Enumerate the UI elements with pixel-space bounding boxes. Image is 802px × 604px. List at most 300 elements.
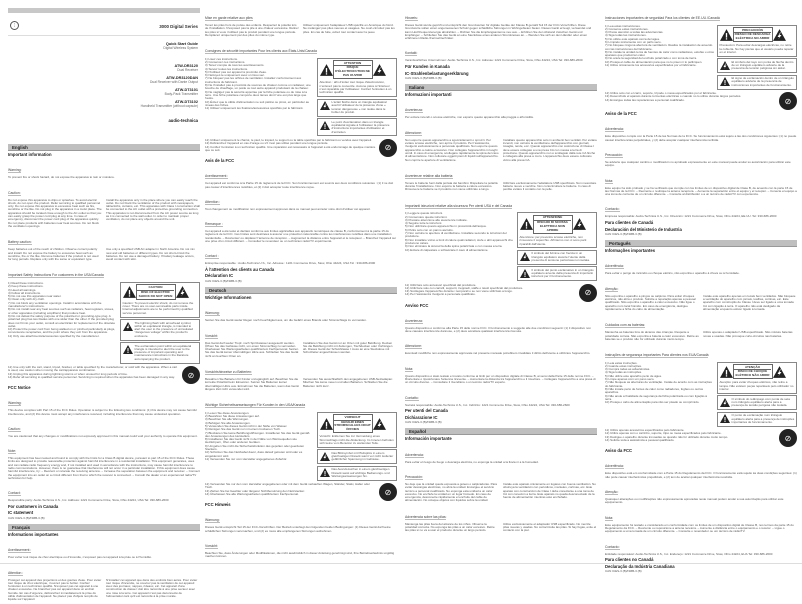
safety-list-item: 3) Preste atención a todas las advertencias. <box>605 30 664 35</box>
caution-boxes <box>717 362 797 429</box>
caution-title <box>733 27 773 42</box>
paragraph: Dieses Gerät wurde geprüft und entspricht den Grenzwerten für digitale Geräte der Klasse B gemäß Teil 15 der FCC-Vorschriften. Diese Grenzwerte sollen einen angemessenen Schutz gegen schädliche Störungen in Wohngebieten bieten. Dieses Gerät erzeugt, verwendet und kann Hochfrequenzenergie abstrahlen. – Richten Sie die Empfangsantenne neu aus. – Erhöhen Sie den Abstand zwischen Gerät und Empfänger. – Schließen Sie das Gerät an eine Steckdose eines anderen Stromkreises an. – Wenden Sie sich an den Händler oder einen erfahrenen Radio-/Fernsehtechniker. <box>405 23 592 41</box>
safety-list-item: 3) Prestare attenzione alle avvertenze indicate. <box>405 217 468 222</box>
cart-tip-over-warning-icon: ⊘ <box>779 92 797 110</box>
section-heading: Avis de la FCC <box>205 157 235 163</box>
safety-list-item: 6) Reinigen Sie das Gerät nur mit einem trockenen Tuch. <box>205 427 281 432</box>
lightning-symbol-text: Il simbolo del fulmine con freccia in un triangolo equilatero avverte l'utente della presenza di tensione pericolosa non isolata. <box>531 251 590 262</box>
subheading: Precaución: <box>605 152 623 157</box>
safety-list-item: 12) Utilice solo con el carro, soporte, trípode o mesa especificados por el fabricante. <box>605 91 717 96</box>
safety-list-item: 2) Bewahren Sie diese Anweisungen auf. <box>205 414 260 419</box>
lightning-warning-icon <box>720 398 730 407</box>
paragraph-left: Keep batteries out of the reach of children. Observe correct polarity and install. Do not expose the battery to excessive heat such as sunshine, fire or the like. Remove batteries if the product is not used for long periods. Replace only with the same or equivalent type. <box>8 247 99 262</box>
section-heading: Informações importantes <box>605 248 656 254</box>
safety-list-item: 4) Befolgen Sie alle Anweisungen. <box>205 420 251 425</box>
caution-text: Vorsicht: Entfernen Sie zur Vermeidung eines Stromschlags nicht die Abdeckung. Im Inneren befinden sich keine vom Benutzer zu wartenden Teile. <box>319 434 394 446</box>
subheading-row <box>405 386 597 404</box>
safety-list-item: 8) Installieren Sie das Gerät nicht in der Nähe von Wärmequellen wie Heizkörpern, Öfen oder anderen Geräten. <box>205 437 297 445</box>
paragraph: Dieses Gerät entspricht Teil 15 der FCC-Vorschriften. Der Betrieb unterliegt den folgenden beiden Bedingungen: (1) Dieses Gerät darf keine schädlichen Störungen verursachen, und (2) es muss alle empfangenen Störungen aufnehmen. <box>205 525 391 533</box>
safety-list-item: 14) Solicite toda a assistência a pessoal qualificado. <box>605 438 675 443</box>
paragraph-left: Protégez cet appareil des projections et des gouttes d'eau. Pour éviter tout risque de choc électrique, n'ouvrez pas le boîtier. Confiez l'entretien à un technicien qualifié. N'exposez pas cet appareil à une chaleur excessive. Ne branchez pas cet appareil dans un endroit humide. En cas d'urgence, débranchez immédiatement la prise du câble d'alimentation de l'appareil. Ne placez pas d'objets remplis de liquide sur l'appareil. <box>8 577 102 602</box>
subheading-row <box>405 309 597 327</box>
safety-list-item: 3) Cumpra todas as advertências. <box>605 367 651 372</box>
safety-list-item: 3) Tenez compte de tous les avertissements. <box>205 63 265 68</box>
paragraph-left: No deje que la unidad quede expuesta a goteos o salpicaduras. Para evitar descargas eléctricas, no abra la unidad. Encargue el servicio técnico a personal cualificado. No exponga esta unidad a un calor excesivo. No enchufe la unidad en un lugar húmedo. En caso de emergencia, desconecte rápidamente el enchufe del cable de alimentación. No coloque objetos con líquidos sobre la unidad. <box>405 481 497 503</box>
column-2-content <box>205 6 397 559</box>
safety-list-item: 11) Utilisez uniquement les fixations/accessoires spécifiés par le fabricant. <box>205 106 304 111</box>
safety-list-item: 2) Keep these instructions. <box>8 284 44 289</box>
caution-text: Attenzione: per prevenire scosse elettriche, non rimuovere il coperchio. All'interno non vi sono parti riparabili dall'utente. <box>519 234 587 246</box>
lightning-symbol-box <box>317 449 397 464</box>
caution-subtitle: GEFAHR EINES STROMSCHLAGS NICHT ÖFFNEN <box>334 419 371 432</box>
caution-title <box>136 284 176 299</box>
subheading: Vorsichtshinweise zu Batterien: <box>205 370 252 375</box>
safety-list-item: 1) Read these instructions. <box>8 280 44 285</box>
safety-list-item: 9) Non eliminare la sicurezza della spina polarizzata o con messa a terra. <box>405 244 503 249</box>
safety-list-item: 9) Umgehen Sie nicht die Sicherheitsfunktion des gepolten oder geerdeten Steckers. <box>205 443 305 452</box>
section-heading: Informations importantes <box>8 531 59 537</box>
subheading-row <box>605 313 797 331</box>
safety-list-item: 13) Ziehen Sie bei Gewitter oder längerer Nichtbenutzung den Netzstecker. <box>205 488 305 493</box>
safety-list <box>605 362 714 429</box>
subheading: Warnung: <box>205 311 220 316</box>
caution-title-text: ATENÇÃO <box>744 364 761 369</box>
subheading-row <box>205 301 397 319</box>
subheading-row <box>205 6 397 24</box>
paragraph: Questo dispositivo è stato testato e trovato conforme ai limiti per un dispositivo digitale di Classe B, ai sensi della Parte 15 delle norme FCC. – Riorientare o riposizionare l'antenna ricevente. – Aumentare la distanza tra l'apparecchio e il ricevitore. – Collegare l'apparecchio a una presa di un circuito diverso. – Consultare il rivenditore o un tecnico radio/TV esperto. <box>405 373 596 385</box>
subheading: Note: <box>8 449 17 454</box>
exclamation-symbol-box <box>120 342 200 363</box>
subheading-row <box>205 212 397 230</box>
caution-boxes <box>517 212 597 282</box>
safety-list-item: 14) Überlassen Sie alle Wartungsarbeiten qualifiziertem Fachpersonal. <box>205 492 299 497</box>
paragraph: Eventuali modifiche non espressamente approvate nel presente manuale potrebbero invalidare il diritto dell'utente a utilizzare l'apparecchio. <box>405 351 591 356</box>
subheading: Importanti istruzioni relative alla sicurezza Per utenti USA e del Canada <box>405 203 513 208</box>
subheading: Atenção: <box>605 286 619 291</box>
lightning-warning-icon <box>320 101 330 110</box>
subheading-row <box>405 443 597 461</box>
section-heading: Déclaration IC <box>205 273 234 279</box>
subheading-row <box>205 393 397 411</box>
safety-list-item: 4) Siga todas las instrucciones. <box>605 33 647 38</box>
column-2 <box>205 6 397 560</box>
safety-list-item: 11) Utilizzare solo accessori specificati dal produttore. <box>405 282 477 287</box>
paragraph: Setzen Sie das Gerät weder Regen noch Feuchtigkeit aus, um die Gefahr eines Brands oder Stromschlags zu vermeiden. <box>205 318 367 323</box>
subheading-row <box>405 121 597 139</box>
subheading: Contacto: <box>605 207 620 212</box>
paragraph: Per evitare incendi o scosse elettriche, non esporre questo apparecchio alla pioggia o all'umidità. <box>405 115 534 120</box>
exclamation-symbol-text: El signo de exclamación dentro de un triángulo equilátero advierte de la presencia de instrucciones importantes de funcionamiento. <box>731 76 794 87</box>
page-bottom-rule <box>0 563 802 564</box>
subheading-row <box>405 164 597 182</box>
exclamation-warning-icon <box>123 345 133 354</box>
subheading: Precaución: <box>405 474 423 479</box>
lightning-warning-icon <box>520 252 530 261</box>
safety-list-item: 13) Unplug this apparatus during lightning storms or when unused for long periods of time. <box>8 371 128 376</box>
safety-list-item: 1) Lea estas instrucciones. <box>605 23 641 28</box>
caution-boxes <box>317 58 397 138</box>
safety-list <box>205 58 314 138</box>
paragraph: CAN ICES-3 (B)/NMB-3 (B) <box>605 231 642 236</box>
caution-title-text: PRECAUCIÓN <box>742 27 763 32</box>
subheading: Consignes de sécurité importantes Pour les clients aux États-Unis/Canada <box>205 49 317 54</box>
section-heading: Aviso de la FCC <box>605 111 637 117</box>
section-heading: Für Kunden in Kanada <box>405 63 450 69</box>
safety-instructions <box>205 412 397 482</box>
subheading-row <box>605 535 797 553</box>
caution-title <box>333 60 373 79</box>
paragraph-right: Utilisez uniquement l'adaptateur USB spécifié en Amérique du Nord. Ne mélangez pas piles neuves et usagées. Ne court-circuitez pas les piles. En cas de fuite, évitez tout contact avec la peau. <box>303 23 395 34</box>
subheading: Vorsicht: <box>205 544 219 549</box>
safety-list-item: 8) Ne l'installez pas à proximité de sources de chaleur comme un radiateur, une bouche de chauffage, un poêle ou tout autre appareil produisant de la chaleur. <box>205 83 311 91</box>
subheading-row <box>8 439 200 457</box>
subheading: Attenzione: <box>405 130 422 135</box>
caution-title-text: ATTENZIONE <box>542 215 563 220</box>
lightning-symbol-text: Das Blitzsymbol mit Pfeilspitze in einem gleichseitigen Dreieck warnt vor nicht isolierter gefährlicher Spannung im Gehäuse. <box>331 450 394 462</box>
product-1 <box>175 64 198 72</box>
section-heading: FCC Notice <box>8 385 31 390</box>
product-model: ATW-DT3101 <box>174 88 198 92</box>
lightning-symbol-text: O símbolo do relâmpago com ponta de seta num triângulo equilátero alerta para a presença de tensão perigosa não isolada. <box>731 396 790 408</box>
section-heading: Información importante <box>405 436 452 442</box>
safety-list-item: 3) Heed all warnings. <box>8 287 37 292</box>
safety-list-item: 9) No anule la seguridad del enchufe polarizado o con toma de tierra. <box>605 56 698 61</box>
warning-triangle-icon <box>720 366 733 378</box>
subheading: Avvertenze relative alla batteria: <box>405 173 454 178</box>
subheading-row <box>405 41 597 59</box>
paragraph: Entidade responsável: Audio-Technica U.S., Inc. Endereço: 1221 Commerce Drive, Stow, Ohio 44224, EUA Tel: 330-686-2600 <box>605 551 773 556</box>
safety-instructions <box>605 25 797 92</box>
safety-list <box>8 366 179 384</box>
paragraph: CAN ICES-3 (B)/NMB-3 (B) <box>8 515 45 520</box>
paragraph: Questo dispositivo è conforme alla Parte 15 delle norme FCC. Il funzionamento è soggetto alle due condizioni seguenti: (1) il dispositivo non deve causare interferenze dannose, e (2) deve accettare qualsiasi interferenza ricevuta. <box>405 325 591 334</box>
safety-list <box>205 412 314 482</box>
subheading: Advertencia: <box>405 452 424 457</box>
product-model: ATW-DT3102 <box>174 100 198 104</box>
safety-list-item: 1) Lisez ces instructions. <box>205 56 238 61</box>
subheading-row <box>405 357 597 375</box>
exclamation-symbol-text: Il simbolo del punto esclamativo in un triangolo equilatero avverte della presenza di importanti istruzioni per il funzionamento. <box>531 267 594 279</box>
paragraph: You are cautioned that any changes or modifications not expressly approved in this manual could void your authority to operate this equipment. <box>8 433 198 438</box>
language-section-header: Italiano <box>405 84 597 91</box>
paragraph: Entreprise responsable : Audio-Technica U.S., Inc. Adresse : 1221 Commerce Drive, Stow, Ohio 44224, USA Tél : 330-686-2600 <box>205 261 376 266</box>
safety-list-item: 12) Verwenden Sie nur den vom Hersteller angegebenen oder mit dem Gerät verkauften Wagen, Ständer, Stativ, Halter oder Tisch. <box>205 482 370 490</box>
safety-list-item: 2) Conservare queste istruzioni. <box>405 214 448 219</box>
paragraph-right: N'installez cet appareil que dans des endroits bien aérés. Pour éviter tout risque d'incendie, ne couvrez pas la ventilation de cet appareil avec des journaux, nappes, rideaux, etc. Cet appareil d'une construction de classe I doit être raccordé à une prise secteur avec une mise à la terre. Cet appareil n'est pas déconnecté de l'alimentation tant qu'il est raccordé à la prise murale. <box>106 577 198 599</box>
paragraph-right: Utilice exclusivamente el adaptador USB especificado. No mezcle pilas nuevas y usadas. No cortocircuite las pilas. Si hay fugas, evite el contacto con la piel. <box>503 521 597 533</box>
two-column-text <box>405 139 597 163</box>
safety-list-item: 1) Leggere queste istruzioni. <box>405 211 443 216</box>
safety-list-item: 5) No utilice este aparato cerca del agua. <box>605 36 660 41</box>
caution-text: Precaución: Para evitar descargas eléctricas, no retire la cubierta. No hay piezas que el usuario pueda reparar en el interior. <box>719 43 794 54</box>
section-heading: IC statement <box>8 510 34 516</box>
safety-list-item: 7) Do not block any ventilation openings. Install in accordance with the manufacturer's instructions. <box>8 300 102 309</box>
safety-list-item: 8) No instale la unidad cerca de fuentes de calor como radiadores, estufas u otros aparatos que produzcan calor. <box>605 49 714 58</box>
caution-header <box>320 414 386 433</box>
exclamation-symbol-box <box>517 266 597 281</box>
safety-list-item: 12) Use only with the cart, stand, tripod, bracket, or table specified by the manufacturer, or sold with the apparatus. When a cart is used, use caution when moving the cart/apparatus combination. <box>8 365 178 373</box>
safety-instructions <box>605 362 797 429</box>
language-section-header: Português <box>605 240 797 247</box>
safety-list-item: 7) Non ostruire le aperture di ventilazione. Installare secondo le istruzioni del produttore. <box>405 231 507 239</box>
caution-box <box>317 412 397 448</box>
safety-list-item: 12) Utilize apenas com o carrinho, suporte, tripé ou mesa especificados pelo fabricante. <box>605 431 722 436</box>
safety-list-item: 5) Do not use this apparatus near water. <box>8 294 62 299</box>
safety-list-continued <box>8 366 200 384</box>
safety-list-item: 6) Clean only with dry cloth. <box>8 297 45 302</box>
subheading: Avertissement : <box>205 174 229 179</box>
cart-tip-over-warning-icon: ⊘ <box>579 284 597 302</box>
paragraph: Se advierte que cualquier cambio o modificación no aprobado expresamente en este manual puede anular su autorización para utilizar este equipo. <box>605 159 791 168</box>
paragraph: Responsible party: Audio-Technica U.S., Inc. Address: 1221 Commerce Drive, Stow, Ohio 44224, USA Tel: 330-686-2600 <box>8 498 169 503</box>
safety-list-item: 13) Desenchufe el aparato durante tormentas eléctricas o cuando no lo utilice durante largos periodos. <box>605 94 742 99</box>
safety-list-item: 9) Não anule a finalidade de segurança da ficha polarizada ou com ligação à terra. <box>605 393 707 401</box>
safety-list-item: 11) Verwenden Sie nur vom Hersteller angegebenes Zubehör. <box>205 456 288 461</box>
subheading-row <box>405 98 597 116</box>
safety-list-item: 6) Límpielo únicamente con un paño seco. <box>605 39 662 44</box>
lightning-symbol-text: El símbolo del rayo con punta de flecha dentro de un triángulo equilátero advierte de la presencia de tensión peligrosa sin aislar. <box>731 59 794 71</box>
cart-tip-over-warning-icon: ⊘ <box>379 139 397 157</box>
paragraph: Este dispositivo cumple con la Parte 15 de las Normas de la FCC. Su funcionamiento está sujeto a las dos condiciones siguientes: (1) no puede causar interferencias perjudiciales, y (2) debe aceptar cualquier interferencia recibida. <box>605 134 797 142</box>
cover-header <box>8 8 200 140</box>
subheading-row <box>405 465 597 483</box>
lightning-warning-icon <box>176 286 189 298</box>
paragraph-left: Do not expose this apparatus to drips or splashes. To avoid electric shock, do not open the product. Refer servicing to qualified personnel only. Do not expose this apparatus to excessive heat such as fire, sunshine or the like. Do not plug in the apparatus in a moist place. The apparatus should be located close enough to the AC outlet so that you can easily grasp the power cord plug at any time. In case of emergency, disconnect the power cord plug of the apparatus quickly. Do not place products with batteries near heat sources. Do not block the ventilation openings. <box>8 197 102 228</box>
subheading-row <box>605 454 797 472</box>
safety-list-continued <box>605 92 797 110</box>
safety-list <box>605 92 776 110</box>
safety-list-continued <box>205 483 397 501</box>
two-column-text <box>205 342 397 359</box>
safety-list-item: 2) Guarde estas instruções. <box>605 363 642 368</box>
exclamation-symbol-text: Das Ausrufezeichen in einem gleichseitigen Dreieck weist auf wichtige Bedienungs- und Wartungsanweisungen hin. <box>331 467 390 478</box>
product-4 <box>141 100 198 108</box>
caution-header <box>720 27 786 42</box>
section-heading: Wichtige Informationen <box>205 295 252 300</box>
subheading: Cuidados com as baterias: <box>605 323 646 328</box>
section-heading: Declaração da Indústria Canadiana <box>605 563 675 569</box>
paragraph: Empresa responsable: Audio-Technica U.S., Inc. Dirección: 1221 Commerce Drive, Stow, Ohio 44224, EE.UU. Tel: 330-686-2600 <box>605 214 777 219</box>
safety-list-item: 14) Per l'assistenza rivolgersi a personale qualificato. <box>405 292 476 297</box>
subheading-row <box>605 197 797 215</box>
two-column-text <box>405 182 597 193</box>
subheading: Attenzione: <box>405 344 422 349</box>
paragraph-left: Tenere le batterie fuori dalla portata dei bambini. Rispettare la polarità durante l'installazione. Non esporre la batteria a calore eccessivo. Rimuovere le batterie se il prodotto non viene utilizzato a lungo. <box>405 180 498 192</box>
caution-title <box>733 364 773 379</box>
exclamation-symbol-box <box>317 466 397 481</box>
paragraph: Cet appareil est conforme à la Partie 15 du règlement de la FCC. Son fonctionnement est soumis aux deux conditions suivantes : (1) il ne doit pas causer d'interférences nuisibles, et (2) il doit accepter toute interférence reçue. <box>205 181 394 189</box>
product-desc: Body-Pack Transmitter <box>164 92 198 96</box>
safety-list-item: 13) Desligue o aparelho durante trovoadas ou quando não for utilizado durante muito tempo. <box>605 434 729 439</box>
subheading-row <box>8 538 200 556</box>
paragraph-left: Bewahren Sie Batterien für Kinder unzugänglich auf. Beachten Sie die korrekte Polarität beim Einsetzen. Setzen Sie Batterien keiner übermäßigen Hitze aus. Entnehmen Sie die Batterien, wenn das Gerät längere Zeit nicht verwendet wird. <box>205 377 299 391</box>
audio-technica-logo-icon: ⫶ <box>10 21 19 30</box>
lightning-symbol-box <box>717 395 797 410</box>
caution-subtitle: RIESGO DE DESCARGA ELÉCTRICA NO ABRIR <box>734 32 771 41</box>
two-column-text <box>605 295 797 312</box>
safety-list-item: 2) Conservez ces instructions. <box>205 59 246 64</box>
subheading: Instrucciones importantes de seguridad Para los clientes de EE.UU./Canadá <box>605 16 720 20</box>
subheading: Attention : <box>8 570 24 575</box>
safety-list-item: 1) Leia estas instruções. <box>605 360 638 365</box>
subheading: Vorsicht: <box>205 333 219 338</box>
paragraph: Este equipamento foi testado e considerado em conformidade com os limites de um dispositivo digital de Classe B, nos termos da parte 15 do Regulamento da FCC. – Reoriente ou reposicione a antena recetora. – Aumente a distância entre o equipamento e o recetor. – Ligue o equipamento a uma tomada de um circuito diferente. – Consulte o revendedor ou um técnico de rádio/TV. <box>605 522 794 534</box>
subheading-row <box>405 6 597 24</box>
exclamation-symbol-text: The exclamation point within an equilateral triangle is intended to alert the user to the presence of important operating and maintenance instructions in the literature accompanying the product. <box>134 343 192 361</box>
two-column-text <box>605 331 797 342</box>
subheading-row <box>8 417 200 435</box>
exclamation-symbol-box <box>717 412 797 427</box>
safety-list-item: 1) Lesen Sie diese Anweisungen. <box>205 410 250 415</box>
caution-title <box>333 414 373 433</box>
safety-list-item: 10) Proteja el cable de alimentación para que no lo pisen ni lo pellizquen. <box>605 59 703 64</box>
safety-list-item: 11) Utilice únicamente los accesorios especificados por el fabricante. <box>605 63 697 68</box>
subheading: Advertencia: <box>605 127 624 132</box>
caution-title-text: CAUTION <box>148 284 163 289</box>
subheading-row <box>405 334 597 352</box>
safety-list-item: 11) Utilize apenas acessórios especificados pelo fabricante. <box>605 428 685 433</box>
paragraph-right: Installare questo apparecchio solo in ambienti ben ventilati. Per evitare incendi, non ostruire la ventilazione dell'apparecchio con giornali, tovaglie, tende, ecc. Questo apparecchio con costruzione di Classe I deve essere collegato a una presa CA con messa a terra di protezione. Questo apparecchio non è scollegato dalla rete CA finché è collegato alla presa a muro. L'apparecchio deve essere collocato vicino alla presa CA. <box>503 137 597 162</box>
paragraph-left: Mantenga las pilas fuera del alcance de los niños. Observe la polaridad correcta. No exponga las pilas a un calor excesivo. Retire las pilas si no va a usar el producto durante un largo periodo. <box>405 521 495 533</box>
two-column-text <box>205 24 397 38</box>
safety-list-item: 4) Suivez toutes les instructions. <box>205 66 249 71</box>
subheading-row <box>605 117 797 135</box>
subheading: Avvertenza: <box>405 318 423 323</box>
paragraph: Pour éviter tout risque de choc électrique ou d'incendie, n'exposez pas cet appareil à la pluie ou à l'humidité. <box>8 555 152 560</box>
language-section-header: Deutsch <box>205 287 397 294</box>
caution-title <box>533 215 573 234</box>
subheading: Warning: <box>8 401 22 406</box>
safety-list-item: 4) Follow all instructions. <box>8 290 41 295</box>
subheading: Instruções de segurança importantes Para clientes nos EUA/Canadá <box>605 353 709 358</box>
safety-list-item: 4) Seguire tutte le istruzioni. <box>405 221 443 226</box>
subheading-row <box>8 158 200 176</box>
lightning-symbol-text: L'éclair fléché dans un triangle équilatéral avertit l'utilisateur de la présence d'une « tension dangereuse » non isolée dans le boîtier du produit. <box>331 100 387 114</box>
subheading-row <box>205 534 397 552</box>
divider <box>8 35 200 36</box>
subheading-row <box>605 143 797 161</box>
paragraph: Beachten Sie, dass Änderungen oder Modifikationen, die nicht ausdrücklich in dieser Anleitung genehmigt sind, Ihre Betriebserlaubnis ungültig machen können. <box>205 551 395 559</box>
subheading: Nota: <box>605 515 614 520</box>
subheading: Contatto: <box>405 395 419 400</box>
safety-list <box>205 483 376 501</box>
safety-list-item: 14) Confiez l'entretien à un technicien qualifié. Une réparation est nécessaire si l'appareil a été endommagé de quelque manière que ce soit. <box>205 144 376 152</box>
safety-list-item: 5) Non utilizzare questo apparecchio in prossimità dell'acqua. <box>405 224 487 229</box>
caution-text: Caution: To prevent electric shock, do not remove the cover. There are no user-serviceable parts inside. Internal adjustments are to be performed by qualified service personnel. <box>122 300 194 315</box>
safety-instructions <box>405 212 597 282</box>
safety-list-item: 8) Não instale perto de fontes de calor como radiadores, fogões ou outros aparelhos. <box>605 386 704 395</box>
warning-triangle-icon <box>320 418 333 430</box>
subheading: Mise en garde relative aux piles <box>205 16 253 20</box>
safety-instructions <box>205 58 397 138</box>
caution-box <box>120 282 200 318</box>
safety-list-item: 14) Encargue todas las reparaciones a personal cualificado. <box>605 97 685 102</box>
subheading: Important Safety Instructions For customers in the USA/Canada <box>8 273 104 278</box>
product-desc: Dual Receiver with Dante Output <box>149 80 198 84</box>
product-3 <box>165 88 198 96</box>
safety-list-item: 8) Non installare vicino a fonti di calore quali radiatori, stufe o altri apparecchi che producono calore. <box>405 237 513 245</box>
subheading-row <box>405 194 597 212</box>
safety-list-item: 10) Évitez que le câble d'alimentation ne soit piétiné ou pincé, en particulier au niveau des fiches. <box>205 99 310 107</box>
safety-list <box>605 429 776 447</box>
subheading: Warning: <box>8 168 22 173</box>
section-heading: Para clientes de Canadá <box>605 219 654 225</box>
subheading-row <box>8 391 200 409</box>
section-heading: For customers in Canada <box>8 503 59 509</box>
section-heading: Informazioni importanti <box>405 92 452 98</box>
language-section-header: English <box>8 144 200 151</box>
safety-list-item: 9) Do not defeat the safety purpose of the polarized or grounding-type plug. A polarized plug has two blades with one wider than the other. If the provided plug does not fit into your outlet, consult an electrician for replacement of the obsolete outlet. <box>8 313 116 328</box>
subheading: Avvertenza: <box>405 108 423 113</box>
subheading: Attention : <box>205 199 221 204</box>
safety-list <box>405 212 514 282</box>
section-heading: Para clientes no Canadá <box>605 556 654 562</box>
safety-list-item: 10) Proteja o cabo de alimentação para não ser pisado ou comprimido. <box>605 400 700 405</box>
column-3-content <box>405 6 597 534</box>
safety-list-item: 10) Schützen Sie das Netzkabel davor, dass darauf getreten wird oder es eingeklemmt wird. <box>205 450 303 458</box>
brand-wordmark: audio-technica <box>168 118 198 123</box>
paragraph-right: Utilize apenas o adaptador USB especificado. Não misture baterias novas e usadas. Não provoque curto-circuitos nas baterias. <box>703 330 793 338</box>
subheading-row <box>605 480 797 498</box>
safety-list-item: 7) No bloquee ninguna abertura de ventilación. Realice la instalación de acuerdo con las instrucciones del fabricante. <box>605 43 713 51</box>
caution-subtitle: RISQUE D'ÉLECTROCUTION NE PAS OUVRIR <box>335 65 370 78</box>
lightning-warning-icon <box>720 61 730 70</box>
subheading-row <box>205 164 397 182</box>
safety-list-item: 7) Não bloqueie as aberturas de ventilação. Instale de acordo com as instruções do fabricante. <box>605 380 712 388</box>
caution-header <box>320 60 386 79</box>
exclamation-symbol-box <box>317 118 397 136</box>
paragraph: CAN ICES-3 (B)/NMB-3 (B) <box>405 420 442 425</box>
subheading-row <box>605 277 797 295</box>
paragraph-left: Das Gerät darf weder Tropf- noch Spritzwasser ausgesetzt werden. Öffnen Sie das Gehäuse nicht, um einen Stromschlag zu vermeiden. Überlassen Sie Wartungsarbeiten qualifiziertem Fachpersonal. Setzen Sie das Gerät keiner übermäßigen Hitze aus. Schließen Sie das Gerät nicht an feuchten Orten an. <box>205 340 299 358</box>
subheading-row <box>605 169 797 187</box>
lightning-symbol-box <box>317 99 397 117</box>
caution-text: Atenção: para evitar choques elétricos, não retire a tampa. Não existem peças reparáveis pelo utilizador no interior. <box>719 380 794 392</box>
subheading-row <box>605 254 797 272</box>
subheading: Kontakt: <box>405 51 418 56</box>
exclamation-warning-icon <box>720 414 730 423</box>
caution-title-text: ATTENTION <box>343 60 362 65</box>
paragraph-right: Instale este aparelho apenas em locais bem ventilados. Não bloqueie a ventilação do aparelho com jornais, toalhas, cortinas, etc. Este aparelho com construção de Classe I deve ser ligado a uma tomada CA com ligação à terra. O aparelho não está desligado da alimentação enquanto estiver ligado à tomada. <box>703 293 796 311</box>
subheading: Wichtige Sicherheitsanweisungen Für Kunden in den USA/Kanada <box>205 403 306 408</box>
safety-list-item: 5) Não utilize este aparelho perto de água. <box>605 373 662 378</box>
safety-list-item: 5) Verwenden Sie dieses Gerät nicht in der Nähe von Wasser. <box>205 423 288 428</box>
safety-list-continued <box>605 429 797 447</box>
subheading: Avertissement : <box>8 548 32 553</box>
exclamation-warning-icon <box>320 121 330 130</box>
caution-boxes <box>317 412 397 482</box>
caution-title-text: VORSICHT <box>344 414 361 419</box>
two-column-text <box>8 248 200 262</box>
subheading-row <box>405 505 597 523</box>
safety-instructions <box>8 282 200 365</box>
column-3 <box>405 6 597 535</box>
warning-triangle-icon <box>520 218 533 230</box>
exclamation-warning-icon <box>720 77 730 86</box>
paragraph-right: Install the apparatus only in the place where you can easily reach the outlet. Do not block the ventilation of the product with newspapers, tablecloths, curtains, etc. This apparatus with Class I construction shall be connected to the AC outlet with a protective grounding connection. This apparatus is not disconnected from the AC power source as long as it is connected to the wall outlet. In order to maintain proper ventilation, do not place any objects around the unit. <box>106 197 200 222</box>
section-heading: Aviso da FCC <box>605 448 633 454</box>
product-model: ATW-DR3120DAN <box>166 76 198 80</box>
safety-list-continued <box>405 284 597 302</box>
paragraph: This equipment has been tested and found to comply with the limits for a Class B digital device, pursuant to part 15 of the FCC Rules. These limits are designed to provide reasonable protection against harmful interference in a residential installation. This equipment generates, uses and can radiate radio frequency energy and, if not installed and used in accordance with the instructions, may cause harmful interference to radio communications. However, there is no guarantee that interference will not occur in a particular installation. If this equipment does cause harmful interference, try: – Reorient or relocate the receiving antenna. – Increase the separation between the equipment and receiver. – Connect the equipment into an outlet on a circuit different from that to which the receiver is connected. – Consult the dealer or an experienced radio/TV technician for help. <box>8 456 200 480</box>
column-4 <box>605 6 797 574</box>
caution-box <box>717 25 797 57</box>
guide-title <box>163 42 198 50</box>
subheading-row <box>8 481 200 499</box>
section-heading: IC-Strahlenbelastungserklärung <box>405 70 469 76</box>
paragraph-left: Mantenha as baterias fora do alcance das crianças. Respeite a polaridade correta. Não exponha a bateria a calor excessivo. Retire as baterias se o produto não for utilizado durante muito tempo. <box>605 330 699 341</box>
safety-list-item: 13) Débranchez l'appareil en cas d'orage ou s'il n'est pas utilisé pendant une longue période. <box>205 141 329 146</box>
